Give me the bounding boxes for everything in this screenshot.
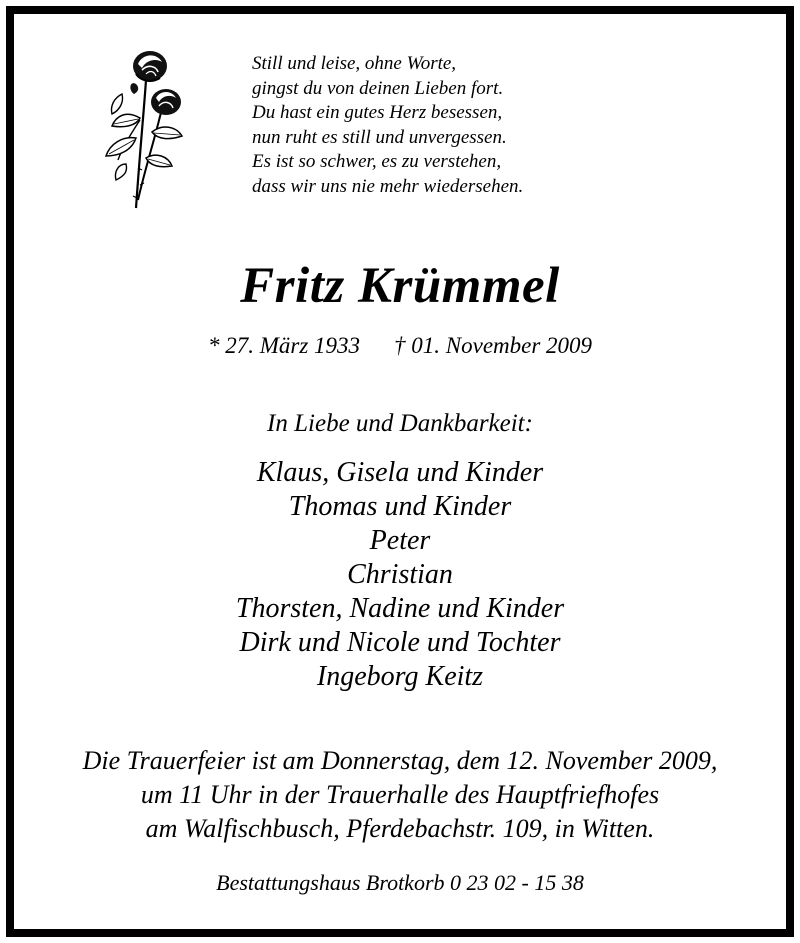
poem-line: nun ruht es still und unvergessen. — [252, 126, 507, 148]
poem-line: Du hast ein gutes Herz besessen, — [252, 102, 503, 123]
ceremony-line: am Walfischbusch, Pferdebachstr. 109, in Witten. — [145, 814, 655, 843]
ceremony-line: Die Trauerfeier ist am Donnerstag, dem 12. November 2009, — [82, 746, 718, 775]
poem-line: Es ist so schwer, es zu verstehen, — [252, 151, 502, 172]
ceremony-info — [0, 744, 800, 846]
rose-icon — [96, 40, 196, 212]
life-dates — [0, 331, 800, 361]
family-member: Thomas und Kinder — [288, 491, 512, 522]
family-member: Dirk und Nicole und Tochter — [239, 627, 561, 658]
poem-line: Still und leise, ohne Worte, — [252, 53, 457, 74]
poem — [252, 52, 672, 199]
birth-date: * 27. März 1933 — [207, 333, 361, 358]
poem-line: dass wir uns nie mehr wiedersehen. — [252, 175, 524, 197]
poem-line: gingst du von deinen Lieben fort. — [252, 77, 504, 99]
deceased-name: Fritz Krümmel — [240, 258, 560, 314]
ceremony-line: um 11 Uhr in der Trauerhalle des Hauptfriefhofes — [140, 780, 660, 809]
family-member: Christian — [347, 559, 453, 590]
family-list — [0, 456, 800, 694]
thanks-heading: In Liebe und Dankbarkeit: — [267, 410, 533, 437]
family-member: Ingeborg Keitz — [316, 661, 484, 692]
funeral-home: Bestattungshaus Brotkorb 0 23 02 - 15 38 — [216, 870, 584, 895]
family-member: Klaus, Gisela und Kinder — [256, 457, 544, 488]
family-member: Thorsten, Nadine und Kinder — [235, 593, 565, 624]
family-member: Peter — [369, 525, 431, 556]
death-date: † 01. November 2009 — [394, 333, 593, 358]
